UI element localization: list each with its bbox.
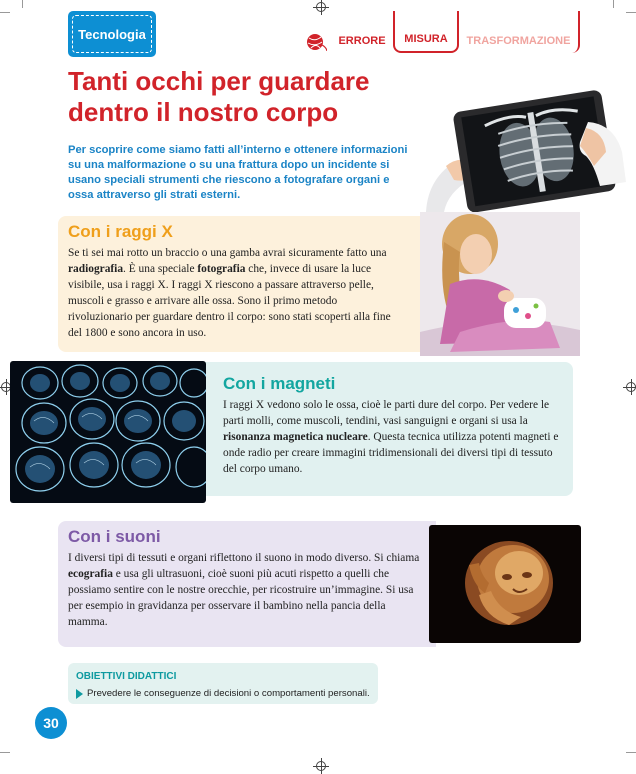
topic-tabs: [305, 11, 580, 51]
subject-badge: [68, 11, 156, 57]
crop-mark: [626, 752, 636, 753]
section-raggi-x: [58, 216, 422, 352]
tab-errore: ERRORE: [338, 35, 386, 47]
ultrasound-fetus-image: [429, 525, 581, 643]
registration-mark: [316, 761, 326, 771]
page-title: Tanti occhi per guardare dentro il nostro corpo: [68, 66, 370, 127]
section-heading: Con i raggi X: [68, 222, 173, 241]
section-text: I diversi tipi di tessuti e organi riflettono il suono in modo diverso. Si chiama ecografia e usa gli ultrasuoni, cioè suoni più acuti rispetto a quelli che possiamo sentire con le nostre orecchie, per ricostruire un’immagine. Si usa per esempio in gravidanza per osservare il bambino nella pancia della mamma.: [68, 552, 420, 628]
tablet-xray-image: [418, 82, 628, 214]
objective-item: [76, 688, 370, 699]
section-heading: Con i magneti: [223, 374, 336, 393]
subject-badge-label: Tecnologia: [78, 26, 146, 42]
crop-mark: [613, 0, 614, 8]
crop-mark: [0, 752, 10, 753]
crop-mark: [0, 12, 10, 13]
brain-scan-image: [10, 361, 206, 503]
section-suoni: [58, 521, 436, 647]
triangle-bullet-icon: [76, 689, 83, 699]
objectives-title: OBIETTIVI DIDATTICI: [76, 671, 177, 682]
section-text: Se ti sei mai rotto un braccio o una gamba avrai sicuramente fatto una radiografia. È una speciale fotografia che, invece di usare la luce visibile, usa i raggi X. I raggi X riescono a passare attraverso pelle, muscoli e grasso e arrivare alle ossa. Sono il primo metodo rivoluzionario per guardare dentro il corpo: sono stati scoperti alla fine del 1800 e sono ancora in uso.: [68, 247, 391, 339]
page-number: 30: [35, 707, 67, 739]
objective-text: Prevedere le conseguenze di decisioni o comportamenti personali.: [87, 688, 370, 699]
intro-text: Per scoprire come siamo fatti all’interno e ottenere informazioni su una malformazione o su una frattura dopo un incidente si usano speciali strumenti che riescono a fotografare organi e ossa attraverso gli strati esterni.: [68, 144, 408, 201]
tab-trasformazione: TRASFORMAZIONE: [459, 11, 580, 53]
crop-mark: [22, 0, 23, 8]
section-heading: Con i suoni: [68, 527, 161, 546]
crop-mark: [626, 12, 636, 13]
registration-mark: [626, 382, 636, 392]
tab-misura: MISURA: [393, 11, 459, 53]
section-magneti: [205, 362, 573, 496]
yarn-ball-icon: [305, 33, 327, 51]
section-text: I raggi X vedono solo le ossa, cioè le parti dure del corpo. Per vedere le parti molli, come muscoli, tendini, vasi sanguigni e organi si usa la risonanza magnetica nucleare. Questa tecnica utilizza potenti magneti e onde radio per creare immagini tridimensionali dei diversi tipi di tessuto del corpo umano.: [223, 399, 559, 475]
girl-with-cast-image: [420, 212, 580, 356]
objectives-box: [68, 663, 378, 704]
